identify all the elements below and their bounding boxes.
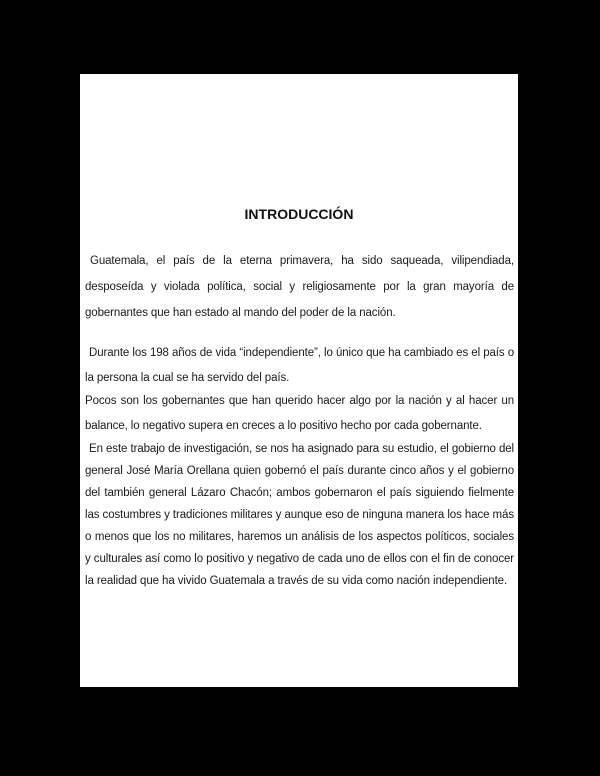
paragraph-governments-balance: Pocos son los gobernantes que han querido hacer algo por la nación y al hacer un balance, lo negativo supera en creces a lo positivo hecho por cada gobernante. <box>85 395 514 432</box>
paragraph-research-scope: En este trabajo de investigación, se nos ha asignado para su estudio, el gobierno del general José María Orellana quien gobernó el país durante cinco años y el gobierno del también general Lázaro Chacón; ambos gobernaron el país siguiendo fielmente las costumbres y tradiciones militares y aunque eso de ninguna manera los hace más o menos que los no militares, haremos un análisis de los aspectos políticos, sociales y culturales así como lo positivo y negativo de cada uno de ellos con el fin de conocer la realidad que ha vivido Guatemala a través de su vida como nación independiente. <box>85 443 514 587</box>
paragraph-independence-years: Durante los 198 años de vida “independiente”, lo único que ha cambiado es el país o la persona la cual se ha servido del país. <box>85 347 514 384</box>
document-page <box>80 74 518 687</box>
page-title: INTRODUCCIÓN <box>244 206 354 222</box>
paragraph-guatemala-intro: Guatemala, el país de la eterna primavera, ha sido saqueada, vilipendiada, desposeída y violada política, social y religiosamente por la gran mayoría de gobernantes que han estado al mando del poder de la nación. <box>85 255 514 319</box>
